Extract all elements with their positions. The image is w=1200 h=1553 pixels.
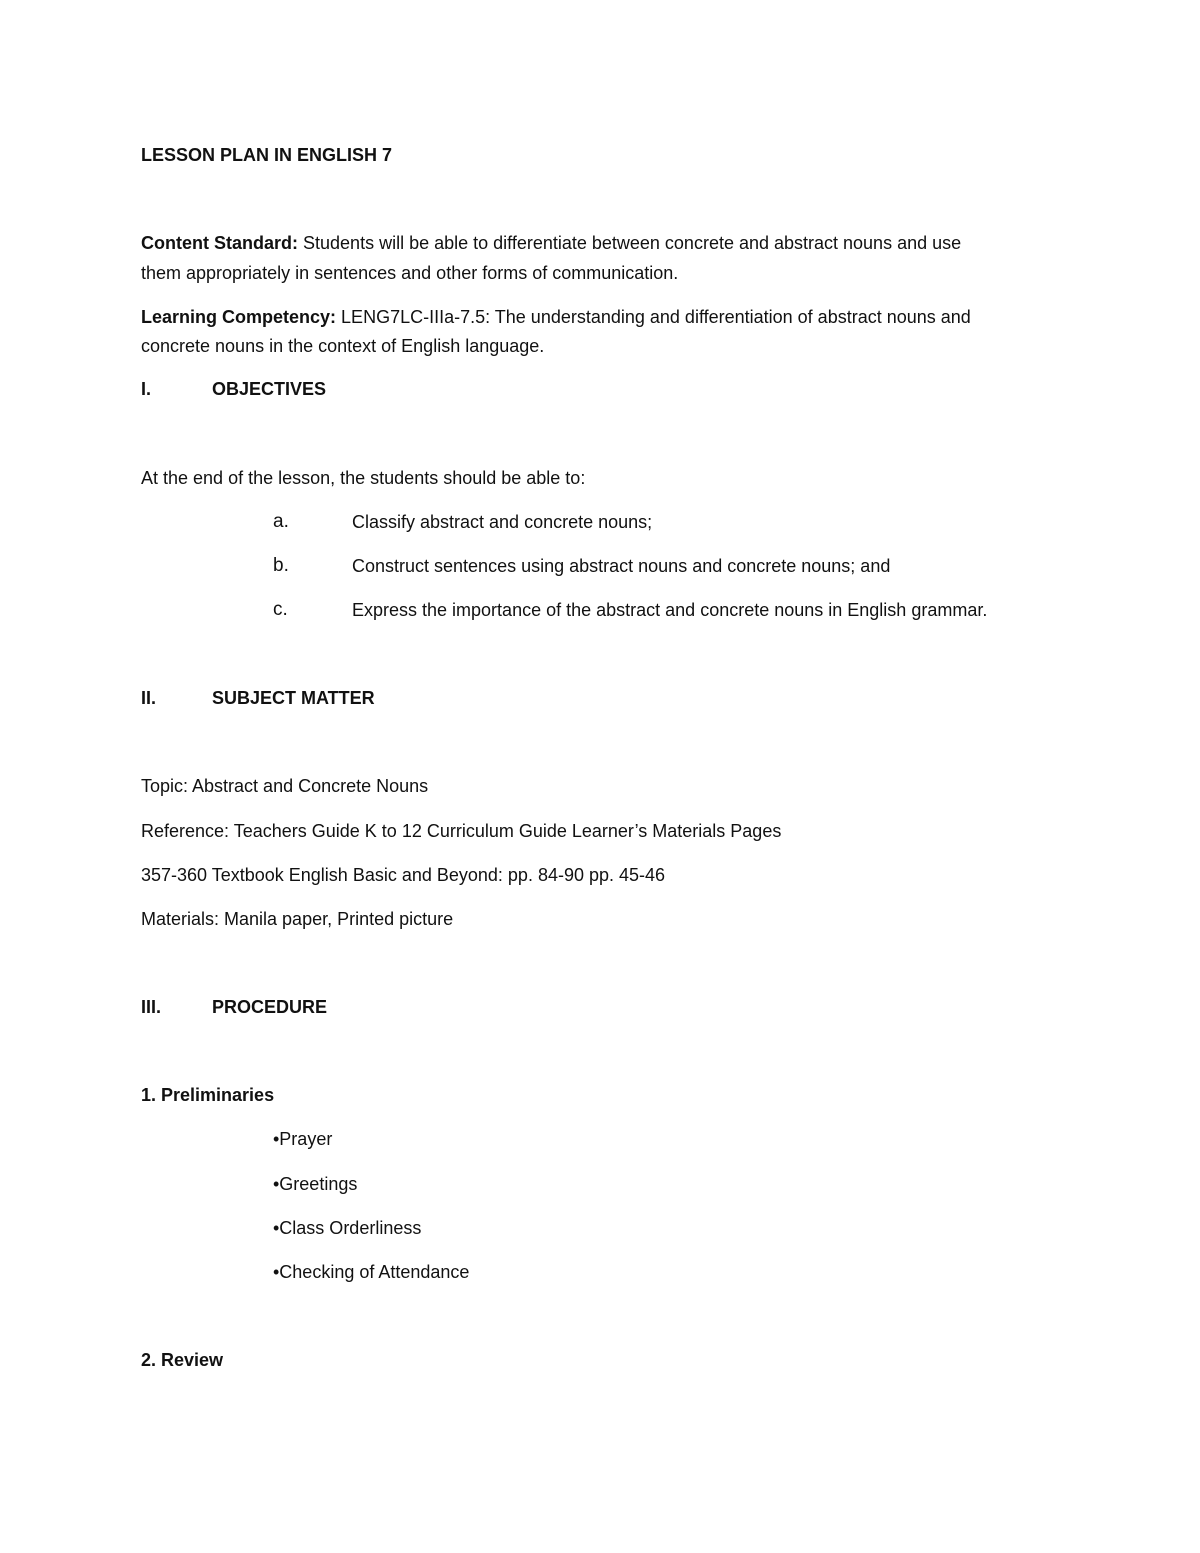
learning-competency-text-1: LENG7LC-IIIa-7.5: The understanding and differentiation of abstract nouns and [341, 307, 971, 327]
preliminary-item-attendance: •Checking of Attendance [273, 1262, 470, 1282]
section-3-number: III. [141, 997, 162, 1017]
learning-competency-line-2: concrete nouns in the context of English language. [141, 336, 545, 356]
objective-c-text: Express the importance of the abstract and concrete nouns in English grammar. [352, 600, 988, 620]
preliminary-item-greetings: •Greetings [273, 1174, 358, 1194]
objectives-intro: At the end of the lesson, the students should be able to: [141, 468, 586, 488]
objective-b-text: Construct sentences using abstract nouns and concrete nouns; and [352, 556, 891, 576]
subject-topic: Topic: Abstract and Concrete Nouns [141, 776, 429, 796]
content-standard-line-2: them appropriately in sentences and other forms of communication. [141, 263, 679, 283]
content-standard-label: Content Standard: [141, 233, 298, 253]
preliminary-item-orderliness: •Class Orderliness [273, 1218, 422, 1238]
preliminaries-heading: 1. Preliminaries [141, 1085, 275, 1105]
subject-pages: 357-360 Textbook English Basic and Beyond: pp. 84-90 pp. 45-46 [141, 865, 666, 885]
content-standard-text-1: Students will be able to differentiate between concrete and abstract nouns and use [303, 233, 962, 253]
objective-a-text: Classify abstract and concrete nouns; [352, 512, 653, 532]
review-heading: 2. Review [141, 1350, 224, 1370]
section-2-number: II. [141, 688, 157, 708]
learning-competency-line-1 [141, 308, 971, 326]
learning-competency-label: Learning Competency: [141, 307, 337, 327]
subject-reference: Reference: Teachers Guide K to 12 Curriculum Guide Learner’s Materials Pages [141, 821, 782, 841]
section-1-number: I. [141, 379, 152, 399]
section-3-title: PROCEDURE [212, 997, 328, 1017]
objective-c-letter: c. [273, 599, 288, 620]
objective-a-letter: a. [273, 511, 289, 532]
section-1-title: OBJECTIVES [212, 379, 327, 399]
subject-materials: Materials: Manila paper, Printed picture [141, 909, 454, 929]
content-standard-line-1 [141, 234, 961, 252]
document-title: LESSON PLAN IN ENGLISH 7 [141, 145, 393, 165]
preliminary-item-prayer: •Prayer [273, 1129, 333, 1149]
objective-b-letter: b. [273, 555, 289, 576]
section-2-title: SUBJECT MATTER [212, 688, 375, 708]
